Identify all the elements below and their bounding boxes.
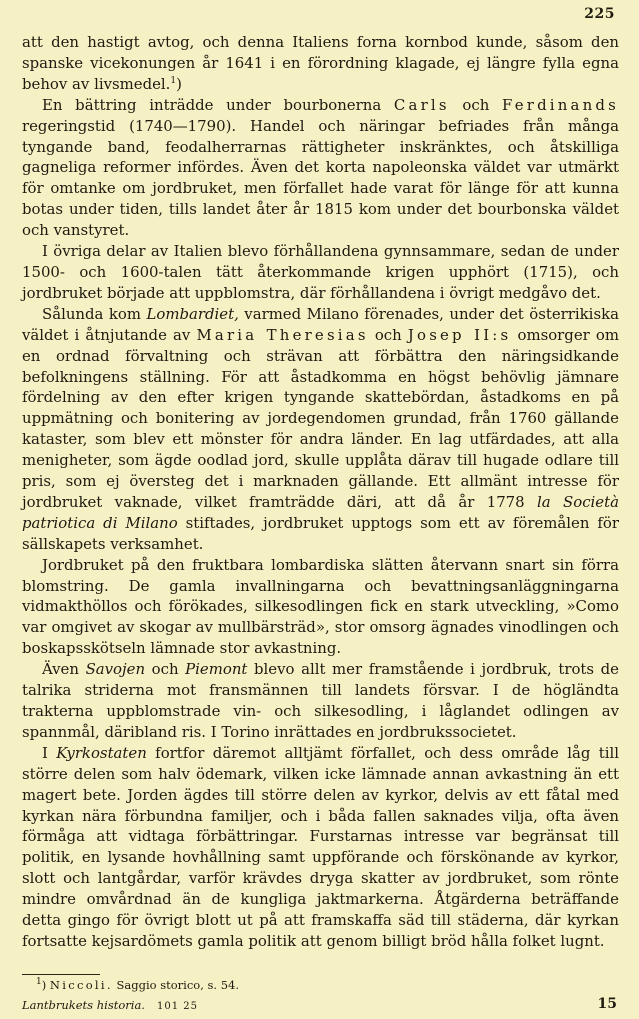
paragraph-2: En bättring inträdde under bourbonerna Carls och Ferdinands regeringstid (1740—1790). Handel och näringar befriades från många tyngande band, feodalherrarnas rättigheter inskränktes, och åtskilliga gagneliga reformer infördes. Även det korta napoleonska väldet var utmärkt för omtanke om jordbruket, men förfallet hade varat för länge för att kunna botas under tiden, tills landet åter år 1815 kom under det bourbonska väldet och vanstyret. (22, 95, 619, 240)
name-josep-ii: Josep II:s (407, 325, 512, 344)
footnote-author: Niccoli. (49, 978, 113, 992)
name-carls: Carls (393, 95, 450, 114)
name-maria-theresias: Maria Theresias (196, 325, 369, 344)
italic-savojen: Savojen (85, 660, 146, 679)
italic-societa-patriotica: la Società patriotica di Milano (22, 492, 619, 532)
footnote-divider (22, 974, 100, 975)
italic-piemont: Piemont (185, 660, 248, 679)
printer-signature: Lantbrukets historia. 101 25 (22, 998, 198, 1012)
paragraph-1: att den hastigt avtog, och denna Italiens forna kornbod kunde, såsom den spanske vicekonungen år 1641 i en förordning klagade, ej längre fylla egna behov av livsmedel.$^1$) (22, 33, 619, 93)
footnote-reference: 1 (170, 75, 177, 86)
folio-number: 15 (597, 996, 617, 1012)
paragraph-5: Jordbruket på den fruktbara lombardiska slätten återvann snart sin förra blomstring. De gamla invallningarna och bevattningsanläggningarna vidmakthöllos och förökades, silkesodlingen fick en stark utveckling, »Como var omgivet av skogar av mullbärsträd», stor omsorg ägnades vinodlingen och boskapsskötseln lämnade stor avkastning. (22, 555, 619, 658)
italic-kyrkostaten: Kyrkostaten (56, 743, 147, 762)
paragraph-4: Sålunda kom Lombardiet, varmed Milano förenades, under det österrikiska väldet i åtnjutande av Maria Theresias och Josep II:s omsorger om en ordnad förvaltning och strävan att förbättra den näringsidkande befolkningens ställning. För att åstadkomma en högst behövlig jämnare fördelning av den efter krigen tyngande skattebördan, åstadkoms en på uppmätning och bonitering av jordegendomen grundad, från 1760 gällande kataster, som blev ett mönster för andra länder. En lag utfärdades, att alla menigheter, som ägde oodlad jord, skulle upplåta därav till hugade odlare till pris, som ej översteg det i marknaden gällande. Ett allmänt intresse för jordbruket vaknade, vilket framträdde däri, att då år 1778 la Società patriotica di Milano stiftades, jordbruket upptogs som ett av föremålen för sällskapets verksamhet. (22, 304, 620, 553)
footnote-source: Saggio storico, s. 54. (116, 978, 240, 992)
paragraph-3: I övriga delar av Italien blevo förhållandena gynnsammare, sedan de under 1500- och 1600-talen tätt återkommande krigen upphört (1715), och jordbruket började att uppblomstra, där förhållandena i övrigt medgåvo det. (22, 242, 619, 302)
body-text (22, 32, 619, 952)
italic-lombardiet: Lombardiet, (146, 304, 239, 323)
paragraph-7: I Kyrkostaten fortfor däremot alltjämt förfallet, och dess område låg till större delen som halv ödemark, vilken icke lämnade annan avkastning än ett magert bete. Jorden ägdes till större delen av kyrkor, delvis av ett fåtal med kyrkan nära förbundna familjer, och i båda fallen saknades vilja, ofta även förmåga att vidtaga förbättringar. Furstarnas intresse var begränsat till politik, en lysande hovhållning samt uppförande och förskönande av kyrkor, slott och lantgårdar, varför krävdes dryga skatter av jordbruket, som rönte mindre omvårdnad än de kungliga jaktmarkerna. Åtgärderna beträffande detta gingo för övrigt blott ut på att framskaffa säd till städerna, där kyrkan fortsatte kejsardömets gamla politik att genom billigt bröd hålla folket lugnt. (22, 743, 619, 950)
signature-code: 101 25 (156, 1001, 198, 1012)
paragraph-6: Även Savojen och Piemont blevo allt mer framstående i jordbruk, trots de talrika striderna mot fransmännen till landets försvar. I de högländta trakterna uppblomstrade vin- och silkesodling, i låglandet odlingen av spannmål, däribland ris. I Torino inrättades en jordbrukssocietet. (22, 660, 619, 741)
footnote: $^1$) Niccoli. Saggio storico, s. 54. (36, 977, 240, 992)
name-ferdinands: Ferdinands (502, 95, 619, 114)
page-number: 225 (584, 6, 615, 22)
